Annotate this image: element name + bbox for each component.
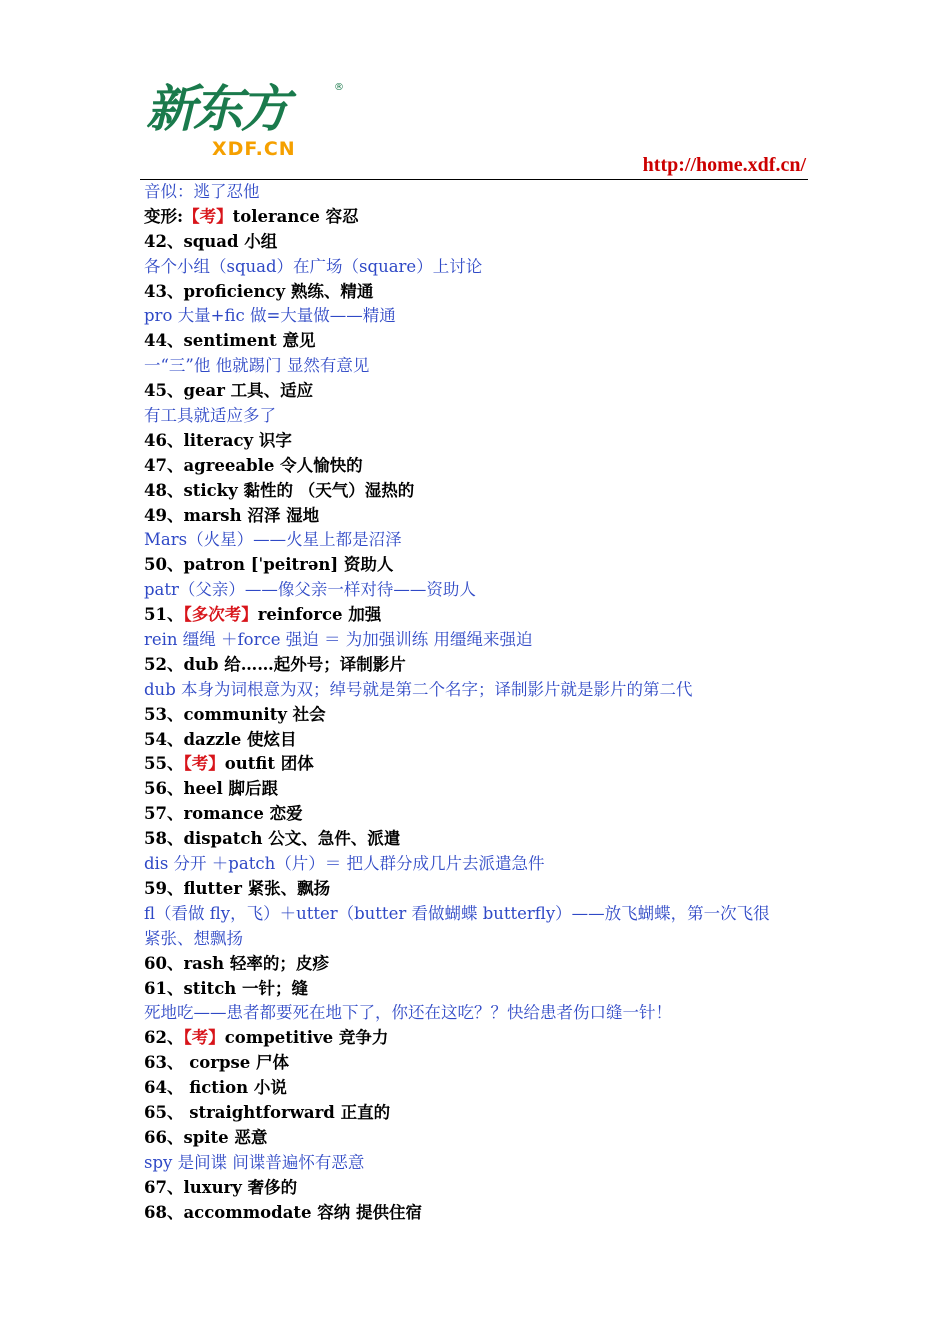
vocab-entry <box>144 952 812 977</box>
mnemonic-line <box>144 528 812 553</box>
entry-text: 48、sticky 黏性的 （天气）湿热的 <box>144 480 415 500</box>
vocab-entry <box>144 977 812 1002</box>
mnemonic-line <box>144 678 812 703</box>
entry-text: 52、dub 给……起外号；译制影片 <box>144 654 406 674</box>
mnemonic-line <box>144 180 812 205</box>
vocab-entry <box>144 777 812 802</box>
mnemonic-line <box>144 304 812 329</box>
entry-prefix: 变形: <box>144 206 184 226</box>
entry-text: 64、 fiction 小说 <box>144 1078 287 1098</box>
entry-text: 68、accommodate 容纳 提供住宿 <box>144 1202 423 1222</box>
vocab-entry <box>144 653 812 678</box>
entry-text: 49、marsh 沼泽 湿地 <box>144 505 320 525</box>
entry-text: 50、patron [ˈpeitrən] 资助人 <box>144 555 394 575</box>
mnemonic-line <box>144 1151 812 1176</box>
mnemonic-line <box>144 255 812 280</box>
vocab-entry <box>144 1126 812 1151</box>
mnemonic-line <box>144 578 812 603</box>
entry-text: 有工具就适应多了 <box>144 406 276 426</box>
entry-text: 67、luxury 奢侈的 <box>144 1177 298 1197</box>
vocab-entry <box>144 1051 812 1076</box>
mnemonic-line <box>144 404 812 429</box>
entry-text: reinforce 加强 <box>257 605 382 625</box>
exam-tag: 【考】 <box>183 754 225 774</box>
entry-text: 65、 straightforward 正直的 <box>144 1102 391 1122</box>
mnemonic-line <box>144 902 812 927</box>
entry-text: 54、dazzle 使炫目 <box>144 729 297 749</box>
exam-tag: 【考】 <box>183 206 233 226</box>
vocab-entry <box>144 280 812 305</box>
registered-mark: ® <box>334 82 344 93</box>
vocab-entry <box>144 1026 812 1051</box>
entry-text: rein 缰绳 ＋force 强迫 ＝ 为加强训练 用缰绳来强迫 <box>144 630 533 650</box>
vocab-entry <box>144 329 812 354</box>
entry-text: 47、agreeable 令人愉快的 <box>144 455 363 475</box>
mnemonic-line <box>144 354 812 379</box>
vocab-entry <box>144 752 812 777</box>
vocab-entry <box>144 802 812 827</box>
vocab-entry <box>144 703 812 728</box>
entry-prefix: 55、 <box>144 754 184 774</box>
entry-text: 57、romance 恋爱 <box>144 804 303 824</box>
vocab-entry <box>144 553 812 578</box>
entry-text: patr（父亲）——像父亲一样对待——资助人 <box>144 580 476 600</box>
vocab-entry <box>144 1076 812 1101</box>
entry-text: 一“三”他 他就踢门 显然有意见 <box>144 356 370 376</box>
entry-text: 44、sentiment 意见 <box>144 331 316 351</box>
vocab-entry <box>144 205 812 230</box>
logo-chinese-text: 新东方 <box>146 80 287 138</box>
entry-text: dub 本身为词根意为双；绰号就是第二个名字；译制影片就是影片的第二代 <box>144 679 693 699</box>
header-url-link[interactable]: http://home.xdf.cn/ <box>642 154 806 176</box>
xdf-logo <box>146 80 346 162</box>
entry-text: 60、rash 轻率的；皮疹 <box>144 953 329 973</box>
vocab-entry <box>144 728 812 753</box>
entry-text: tolerance 容忍 <box>232 206 359 226</box>
entry-prefix: 51、 <box>144 605 184 625</box>
vocab-entry <box>144 1176 812 1201</box>
entry-text: 59、flutter 紧张、飘扬 <box>144 878 331 898</box>
entry-text: pro 大量+fic 做=大量做——精通 <box>144 306 396 326</box>
entry-text: competitive 竞争力 <box>224 1028 389 1048</box>
entry-text: spy 是间谍 间谍普遍怀有恶意 <box>144 1152 365 1172</box>
vocab-entry <box>144 504 812 529</box>
entry-text: 46、literacy 识字 <box>144 430 292 450</box>
vocab-entry <box>144 379 812 404</box>
entry-text: Mars（火星）——火星上都是沼泽 <box>144 530 402 550</box>
vocab-entry <box>144 1101 812 1126</box>
vocab-entry <box>144 454 812 479</box>
entry-prefix: 62、 <box>144 1028 184 1048</box>
logo-english-text: XDF.CN <box>212 138 296 160</box>
vocab-entry <box>144 877 812 902</box>
vocab-entry <box>144 479 812 504</box>
entry-text: 死地吃——患者都要死在地下了，你还在这吃？？快给患者伤口缝一针！ <box>144 1003 672 1023</box>
entry-text: dis 分开 ＋patch（片）＝ 把人群分成几片去派遣急件 <box>144 854 545 874</box>
vocab-entry <box>144 603 812 628</box>
vocab-entry <box>144 429 812 454</box>
mnemonic-line <box>144 852 812 877</box>
entry-text: 43、proficiency 熟练、精通 <box>144 281 374 301</box>
entry-text: 45、gear 工具、适应 <box>144 381 314 401</box>
entry-text: 音似：逃了忍他 <box>144 182 260 201</box>
entry-text: 53、community 社会 <box>144 704 326 724</box>
exam-tag: 【多次考】 <box>183 605 258 625</box>
vocab-entry <box>144 1201 812 1226</box>
mnemonic-line <box>144 927 812 952</box>
entry-text: 56、heel 脚后跟 <box>144 779 278 799</box>
vocabulary-list <box>144 180 812 1225</box>
exam-tag: 【考】 <box>183 1028 225 1048</box>
entry-text: 61、stitch 一针；缝 <box>144 978 309 998</box>
mnemonic-line <box>144 1001 812 1026</box>
entry-text: 紧张、想飘扬 <box>144 928 243 948</box>
entry-text: 各个小组（squad）在广场（square）上讨论 <box>144 256 483 276</box>
vocab-entry <box>144 827 812 852</box>
entry-text: outfit 团体 <box>224 754 314 774</box>
entry-text: 58、dispatch 公文、急件、派遣 <box>144 829 401 849</box>
entry-text: 66、spite 恶意 <box>144 1127 268 1147</box>
entry-text: 42、squad 小组 <box>144 231 278 251</box>
entry-text: fl（看做 fly，飞）＋utter（butter 看做蝴蝶 butterfly）——放飞蝴蝶，第一次飞很 <box>144 903 770 923</box>
mnemonic-line <box>144 628 812 653</box>
entry-text: 63、 corpse 尸体 <box>144 1053 290 1073</box>
vocab-entry <box>144 230 812 255</box>
